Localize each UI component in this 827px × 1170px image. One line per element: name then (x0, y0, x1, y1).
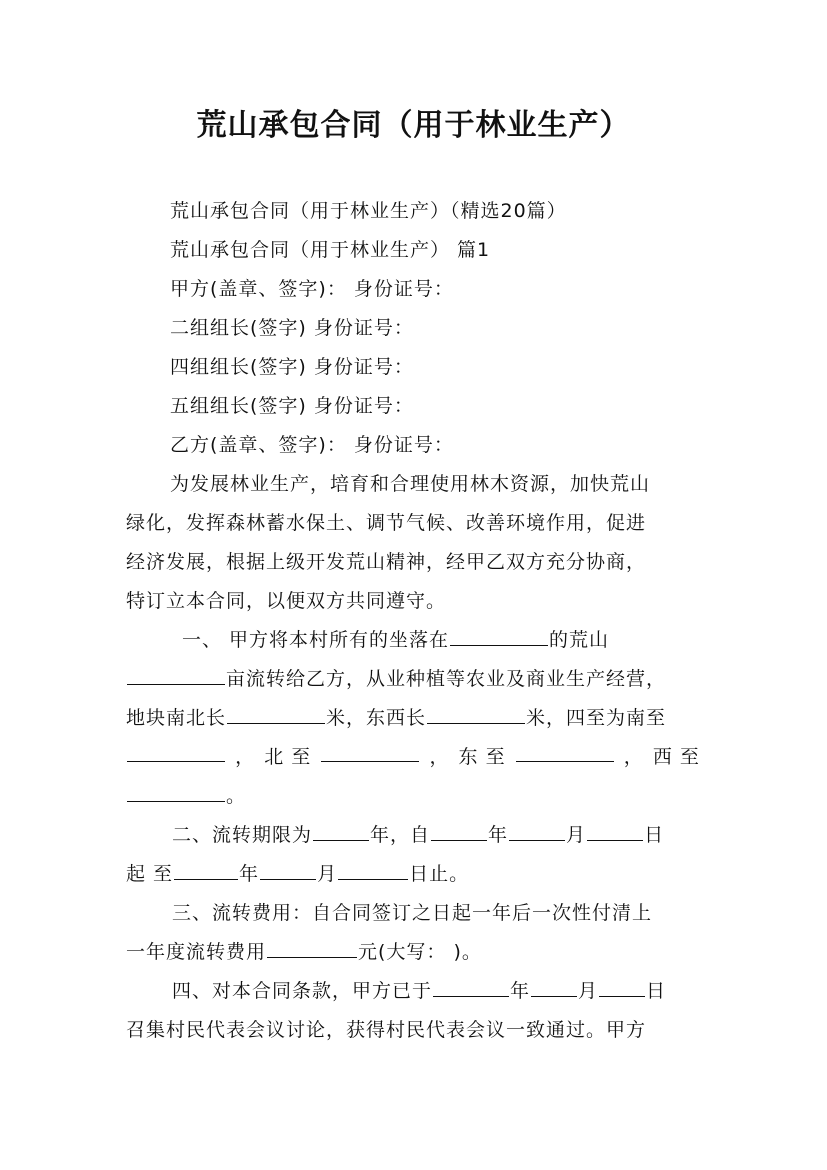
clause-text: 日 (646, 980, 667, 1002)
clause-1-line (126, 782, 246, 810)
clause-text: 的荒山 (549, 629, 610, 651)
fill-blank[interactable] (127, 743, 225, 762)
clause-text: 亩流转给乙方，从业种植等农业及商业生产经营， (226, 668, 667, 690)
clause-3-line: 三、流转费用：自合同签订之日起一年后一次性付清上 (172, 902, 653, 924)
fill-blank[interactable] (267, 939, 357, 958)
fill-blank[interactable] (587, 822, 643, 841)
clause-text: 地块南北长 (126, 707, 227, 729)
clause-text: 北 至 (264, 746, 312, 768)
clause-4-line: 召集村民代表会议讨论，获得村民代表会议一致通过。甲方 (126, 1019, 647, 1041)
fill-blank[interactable] (338, 861, 408, 880)
fill-blank[interactable] (431, 822, 487, 841)
subtitle-line: 荒山承包合同（用于林业生产）（精选20篇） (170, 200, 567, 222)
clause-text: 月 (566, 824, 587, 846)
clause-text: 米，东西长 (326, 707, 427, 729)
document-title: 荒山承包合同（用于林业生产） (196, 108, 631, 143)
fill-blank[interactable] (516, 743, 614, 762)
clause-text: 月 (578, 980, 599, 1002)
fill-blank[interactable] (450, 627, 548, 646)
clause-text: 一年度流转费用 (126, 941, 267, 963)
clause-text: 年，自 (370, 824, 431, 846)
group-5-leader-line: 五组组长(签字) 身份证号： (170, 395, 414, 417)
fill-blank[interactable] (227, 705, 325, 724)
paragraph-line: 特订立本合同，以便双方共同遵守。 (126, 590, 447, 612)
section-heading: 荒山承包合同（用于林业生产） 篇1 (170, 239, 491, 261)
fill-blank[interactable] (599, 978, 645, 997)
fill-blank[interactable] (174, 861, 238, 880)
clause-text: 东 至 (458, 746, 506, 768)
clause-text: 。 (226, 785, 247, 807)
clause-text: 二、流转期限为 (172, 824, 313, 846)
paragraph-line: 绿化，发挥森林蓄水保土、调节气候、改善环境作用，促进 (126, 512, 647, 534)
clause-text: 年 (510, 980, 531, 1002)
clause-2-line (172, 821, 664, 849)
clause-text: ， (429, 746, 450, 768)
fill-blank[interactable] (321, 743, 419, 762)
fill-blank[interactable] (433, 978, 509, 997)
clause-text: ， (235, 746, 256, 768)
clause-text: 日止。 (409, 863, 470, 885)
clause-text: 月 (317, 863, 338, 885)
clause-3-line (126, 938, 482, 966)
clause-text: 起 至 (126, 863, 174, 885)
fill-blank[interactable] (313, 822, 369, 841)
clause-text: 日 (644, 824, 665, 846)
fill-blank[interactable] (260, 861, 316, 880)
clause-4-line (172, 977, 666, 1005)
clause-text: 四、对本合同条款，甲方已于 (172, 980, 433, 1002)
clause-2-line (126, 860, 469, 888)
clause-1-line (182, 626, 609, 654)
clause-1-line (126, 704, 666, 732)
party-b-line: 乙方(盖章、签字)： 身份证号： (170, 434, 454, 456)
fill-blank[interactable] (509, 822, 565, 841)
fill-blank[interactable] (427, 705, 525, 724)
clause-text: 一、 甲方将本村所有的坐落在 (182, 629, 450, 651)
fill-blank[interactable] (127, 783, 225, 802)
fill-blank[interactable] (531, 978, 577, 997)
clause-text: 米，四至为南至 (526, 707, 667, 729)
fill-blank[interactable] (127, 666, 225, 685)
party-a-line: 甲方(盖章、签字)： 身份证号： (170, 278, 454, 300)
paragraph-line: 为发展林业生产，培育和合理使用林木资源，加快荒山 (170, 473, 651, 495)
paragraph-line: 经济发展，根据上级开发荒山精神，经甲乙双方充分协商， (126, 551, 647, 573)
group-4-leader-line: 四组组长(签字) 身份证号： (170, 356, 414, 378)
clause-text: 年 (488, 824, 509, 846)
clause-1-line (126, 743, 700, 771)
clause-text: 年 (239, 863, 260, 885)
clause-text: 元(大写： )。 (358, 941, 482, 963)
clause-1-line (126, 665, 666, 693)
group-2-leader-line: 二组组长(签字) 身份证号： (170, 317, 414, 339)
clause-text: ， (623, 746, 644, 768)
clause-text: 西 至 (652, 746, 700, 768)
